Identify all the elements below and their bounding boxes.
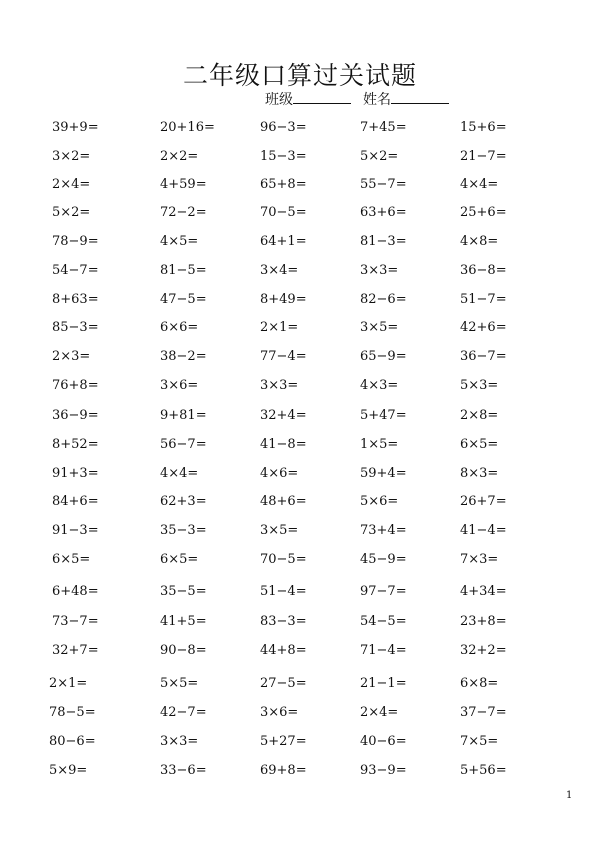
arithmetic-problem: 73−7= — [52, 614, 99, 629]
arithmetic-problem: 82−6= — [360, 292, 407, 307]
arithmetic-problem: 42+6= — [460, 320, 507, 335]
arithmetic-problem: 54−5= — [360, 614, 407, 629]
arithmetic-problem: 3×2= — [52, 149, 91, 164]
problem-row — [0, 466, 600, 484]
arithmetic-problem: 70−5= — [260, 552, 307, 567]
arithmetic-problem: 81−5= — [160, 263, 207, 278]
arithmetic-problem: 76+8= — [52, 378, 99, 393]
arithmetic-problem: 6×5= — [460, 437, 499, 452]
arithmetic-problem: 15+6= — [460, 120, 507, 135]
problem-row — [0, 292, 600, 310]
problem-row — [0, 614, 600, 632]
arithmetic-problem: 78−9= — [52, 234, 99, 249]
arithmetic-problem: 21−7= — [460, 149, 507, 164]
arithmetic-problem: 35−3= — [160, 523, 207, 538]
arithmetic-problem: 3×5= — [260, 523, 299, 538]
arithmetic-problem: 7+45= — [360, 120, 407, 135]
arithmetic-problem: 63+6= — [360, 205, 407, 220]
arithmetic-problem: 6×5= — [160, 552, 199, 567]
arithmetic-problem: 51−4= — [260, 584, 307, 599]
arithmetic-problem: 8+63= — [52, 292, 99, 307]
arithmetic-problem: 5×3= — [460, 378, 499, 393]
arithmetic-problem: 70−5= — [260, 205, 307, 220]
arithmetic-problem: 5×2= — [360, 149, 399, 164]
problem-row — [0, 408, 600, 426]
arithmetic-problem: 96−3= — [260, 120, 307, 135]
class-label: 班级 — [265, 92, 293, 108]
problem-row — [0, 378, 600, 396]
arithmetic-problem: 3×3= — [360, 263, 399, 278]
problem-row — [0, 523, 600, 541]
arithmetic-problem: 36−8= — [460, 263, 507, 278]
arithmetic-problem: 27−5= — [260, 676, 307, 691]
arithmetic-problem: 91+3= — [52, 466, 99, 481]
arithmetic-problem: 3×5= — [360, 320, 399, 335]
arithmetic-problem: 78−5= — [49, 705, 96, 720]
problem-row — [0, 705, 600, 723]
arithmetic-problem: 5+56= — [460, 763, 507, 778]
arithmetic-problem: 38−2= — [160, 349, 207, 364]
arithmetic-problem: 64+1= — [260, 234, 307, 249]
arithmetic-problem: 4+34= — [460, 584, 507, 599]
arithmetic-problem: 5×6= — [360, 494, 399, 509]
arithmetic-problem: 39+9= — [52, 120, 99, 135]
arithmetic-problem: 36−7= — [460, 349, 507, 364]
arithmetic-problem: 4+59= — [160, 177, 207, 192]
arithmetic-problem: 4×5= — [160, 234, 199, 249]
arithmetic-problem: 35−5= — [160, 584, 207, 599]
problem-row — [0, 177, 600, 195]
arithmetic-problem: 45−9= — [360, 552, 407, 567]
arithmetic-problem: 15−3= — [260, 149, 307, 164]
arithmetic-problem: 41−8= — [260, 437, 307, 452]
arithmetic-problem: 5+47= — [360, 408, 407, 423]
arithmetic-problem: 3×3= — [160, 734, 199, 749]
arithmetic-problem: 26+7= — [460, 494, 507, 509]
arithmetic-problem: 91−3= — [52, 523, 99, 538]
arithmetic-problem: 1×5= — [360, 437, 399, 452]
arithmetic-problem: 54−7= — [52, 263, 99, 278]
arithmetic-problem: 47−5= — [160, 292, 207, 307]
arithmetic-problem: 3×6= — [260, 705, 299, 720]
arithmetic-problem: 37−7= — [460, 705, 507, 720]
arithmetic-problem: 4×4= — [160, 466, 199, 481]
arithmetic-problem: 20+16= — [160, 120, 215, 135]
arithmetic-problem: 32+2= — [460, 643, 507, 658]
arithmetic-problem: 85−3= — [52, 320, 99, 335]
problem-row — [0, 320, 600, 338]
arithmetic-problem: 6+48= — [52, 584, 99, 599]
arithmetic-problem: 71−4= — [360, 643, 407, 658]
arithmetic-problem: 69+8= — [260, 763, 307, 778]
arithmetic-problem: 72−2= — [160, 205, 207, 220]
arithmetic-problem: 97−7= — [360, 584, 407, 599]
problem-row — [0, 205, 600, 223]
arithmetic-problem: 4×6= — [260, 466, 299, 481]
arithmetic-problem: 41−4= — [460, 523, 507, 538]
arithmetic-problem: 32+7= — [52, 643, 99, 658]
arithmetic-problem: 3×3= — [260, 378, 299, 393]
arithmetic-problem: 51−7= — [460, 292, 507, 307]
arithmetic-problem: 59+4= — [360, 466, 407, 481]
arithmetic-problem: 2×1= — [260, 320, 299, 335]
arithmetic-problem: 25+6= — [460, 205, 507, 220]
arithmetic-problem: 2×8= — [460, 408, 499, 423]
arithmetic-problem: 81−3= — [360, 234, 407, 249]
problem-row — [0, 263, 600, 281]
arithmetic-problem: 55−7= — [360, 177, 407, 192]
arithmetic-problem: 33−6= — [160, 763, 207, 778]
arithmetic-problem: 2×4= — [52, 177, 91, 192]
problem-row — [0, 584, 600, 602]
arithmetic-problem: 9+81= — [160, 408, 207, 423]
arithmetic-problem: 44+8= — [260, 643, 307, 658]
arithmetic-problem: 4×3= — [360, 378, 399, 393]
arithmetic-problem: 2×2= — [160, 149, 199, 164]
arithmetic-problem: 5×2= — [52, 205, 91, 220]
problem-row — [0, 494, 600, 512]
problem-row — [0, 149, 600, 167]
arithmetic-problem: 48+6= — [260, 494, 307, 509]
problem-row — [0, 734, 600, 752]
arithmetic-problem: 5×9= — [49, 763, 88, 778]
arithmetic-problem: 6×8= — [460, 676, 499, 691]
arithmetic-problem: 65+8= — [260, 177, 307, 192]
arithmetic-problem: 5+27= — [260, 734, 307, 749]
arithmetic-problem: 8×3= — [460, 466, 499, 481]
problem-row — [0, 349, 600, 367]
name-label: 姓名 — [363, 92, 391, 108]
arithmetic-problem: 6×6= — [160, 320, 199, 335]
problem-row — [0, 552, 600, 570]
arithmetic-problem: 5×5= — [160, 676, 199, 691]
arithmetic-problem: 4×4= — [460, 177, 499, 192]
arithmetic-problem: 93−9= — [360, 763, 407, 778]
problem-row — [0, 120, 600, 138]
arithmetic-problem: 73+4= — [360, 523, 407, 538]
arithmetic-problem: 8+49= — [260, 292, 307, 307]
arithmetic-problem: 42−7= — [160, 705, 207, 720]
arithmetic-problem: 2×3= — [52, 349, 91, 364]
arithmetic-problem: 77−4= — [260, 349, 307, 364]
problem-row — [0, 763, 600, 781]
arithmetic-problem: 8+52= — [52, 437, 99, 452]
problem-row — [0, 234, 600, 252]
arithmetic-problem: 23+8= — [460, 614, 507, 629]
arithmetic-problem: 2×1= — [49, 676, 88, 691]
problem-row — [0, 676, 600, 694]
problem-row — [0, 643, 600, 661]
arithmetic-problem: 62+3= — [160, 494, 207, 509]
arithmetic-problem: 6×5= — [52, 552, 91, 567]
arithmetic-problem: 65−9= — [360, 349, 407, 364]
arithmetic-problem: 3×6= — [160, 378, 199, 393]
arithmetic-problem: 84+6= — [52, 494, 99, 509]
arithmetic-problem: 21−1= — [360, 676, 407, 691]
problem-row — [0, 437, 600, 455]
arithmetic-problem: 41+5= — [160, 614, 207, 629]
arithmetic-problem: 3×4= — [260, 263, 299, 278]
arithmetic-problem: 90−8= — [160, 643, 207, 658]
arithmetic-problem: 32+4= — [260, 408, 307, 423]
arithmetic-problem: 7×3= — [460, 552, 499, 567]
page-title: 二年级口算过关试题 — [183, 61, 418, 90]
arithmetic-problem: 36−9= — [52, 408, 99, 423]
arithmetic-problem: 56−7= — [160, 437, 207, 452]
arithmetic-problem: 40−6= — [360, 734, 407, 749]
arithmetic-problem: 4×8= — [460, 234, 499, 249]
arithmetic-problem: 2×4= — [360, 705, 399, 720]
page-number: 1 — [566, 790, 573, 801]
arithmetic-problem: 80−6= — [49, 734, 96, 749]
arithmetic-problem: 7×5= — [460, 734, 499, 749]
arithmetic-problem: 83−3= — [260, 614, 307, 629]
